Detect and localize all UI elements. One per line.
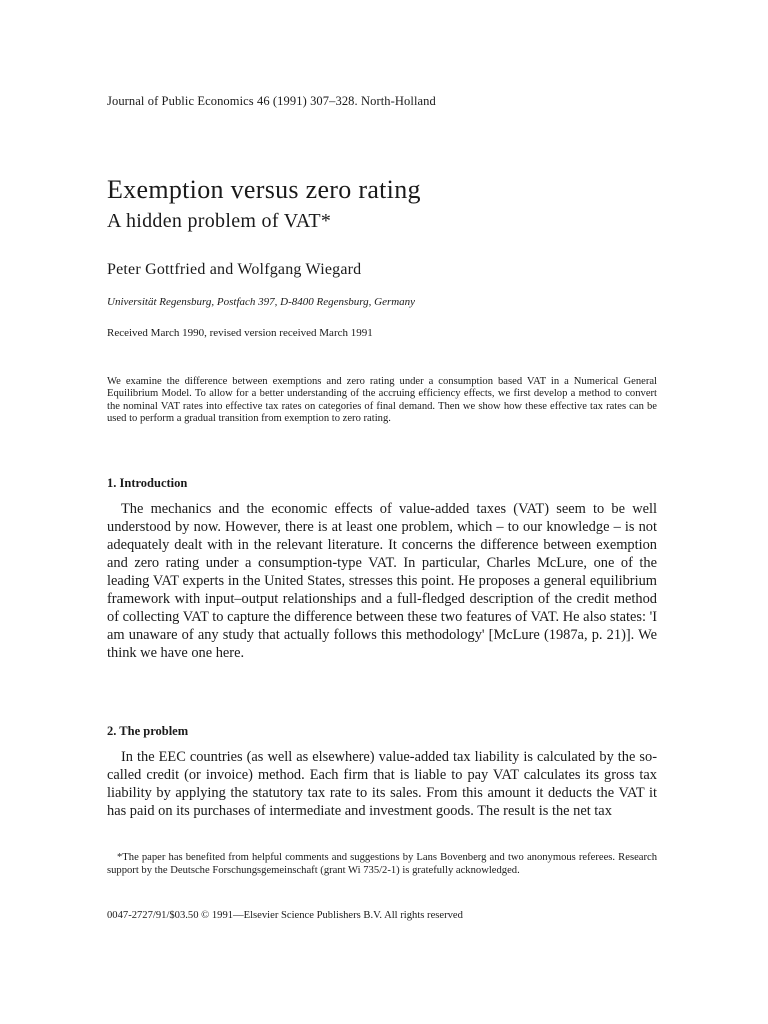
problem-paragraph: In the EEC countries (as well as elsewhere) value-added tax liability is calculated by the so-called credit (or invoice) method. Each firm that is liable to pay VAT calculates its gross tax liability by applying the statutory tax rate to its sales. From this amount it deducts the VAT it has paid on its purchases of intermediate and investment goods. The result is the net tax [107,749,657,819]
section-heading-problem: 2. The problem [107,724,189,738]
received-dates: Received March 1990, revised version received March 1991 [107,327,373,339]
article-subtitle: A hidden problem of VAT* [107,210,332,232]
author-list: Peter Gottfried and Wolfgang Wiegard [107,261,362,278]
journal-citation: Journal of Public Economics 46 (1991) 307–328. North-Holland [107,94,436,108]
introduction-paragraph: The mechanics and the economic effects of value-added taxes (VAT) seem to be well understood by now. However, there is at least one problem, which – to our knowledge – is not adequately dealt with in the relevant literature. It concerns the difference between exemption and zero rating under a consumption-type VAT. In particular, Charles McLure, one of the leading VAT experts in the United States, stresses this point. He proposes a general equilibrium framework with input–output relationships and a full-fledged description of the credit method of collecting VAT to capture the difference between these two features of VAT. He also states: 'I am unaware of any study that actually follows this methodology' [McLure (1987a, p. 21)]. We think we have one here. [107,501,657,661]
section-heading-introduction: 1. Introduction [107,476,188,490]
article-title: Exemption versus zero rating [107,175,421,204]
author-affiliation: Universität Regensburg, Postfach 397, D-8400 Regensburg, Germany [107,296,416,308]
copyright-line: 0047-2727/91/$03.50 © 1991—Elsevier Science Publishers B.V. All rights reserved [107,910,463,921]
abstract: We examine the difference between exemptions and zero rating under a consumption based VAT in a Numerical General Equilibrium Model. To allow for a better understanding of the accruing efficiency effects, we first develop a method to convert the nominal VAT rates into effective tax rates on categories of final demand. Then we show how these effective tax rates can be used to perform a gradual transition from exemption to zero rating. [107,376,657,425]
paper-page [107,0,657,1024]
acknowledgement-footnote: *The paper has benefited from helpful comments and suggestions by Lans Bovenberg and two anonymous referees. Research support by the Deutsche Forschungsgemeinschaft (grant Wi 735/2-1) is gratefully acknowledged. [107,852,657,876]
